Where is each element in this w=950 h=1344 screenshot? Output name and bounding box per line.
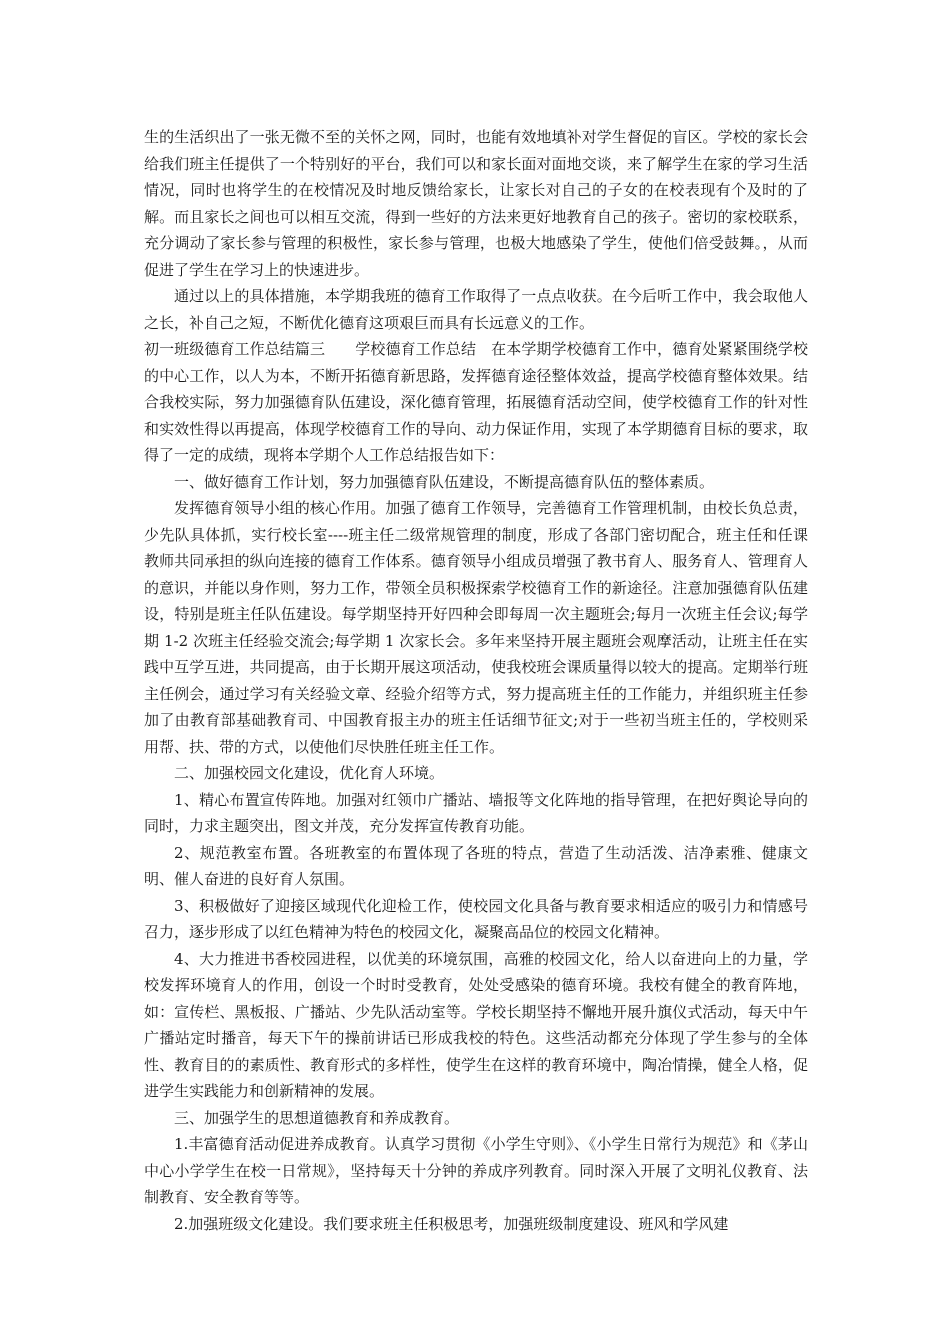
section-heading-paragraph: 初一班级德育工作总结篇三 学校德育工作总结 在本学期学校德育工作中，德育处紧紧围绕学校的中心工作，以人为本，不断开拓德育新思路，发挥德育途径整体效益，提高学校德育整体效果。结合我校实际，努力加强德育队伍建设，深化德育管理，拓展德育活动空间，使学校德育工作的针对性和实效性得以再提高，体现学校德育工作的导向、动力保证作用，实现了本学期德育目标的要求，取得了一定的成绩，现将本学期个人工作总结报告如下： [144,340,808,464]
list-item: 1、精心布置宣传阵地。加强对红领巾广播站、墙报等文化阵地的指导管理，在把好舆论导向的同时，力求主题突出，图文并茂，充分发挥宣传教育功能。 [144,790,808,835]
document-page [144,124,808,1237]
list-item: 1.丰富德育活动促进养成教育。认真学习贯彻《小学生守则》、《小学生日常行为规范》和《茅山中心小学学生在校一日常规》，坚持每天十分钟的养成序列教育。同时深入开展了文明礼仪教育、法制教育、安全教育等等。 [144,1135,808,1206]
list-item: 4、大力推进书香校园进程，以优美的环境氛围，高雅的校园文化，给人以奋进向上的力量，学校发挥环境育人的作用，创设一个时时受教育，处处受感染的德育环境。我校有健全的教育阵地，如：宣传栏、黑板报、广播站、少先队活动室等。学校长期坚持不懈地开展升旗仪式活动，每天中午广播站定时播音，每天下午的操前讲话已形成我校的特色。这些活动都充分体现了学生参与的全体性、教育目的的素质性、教育形式的多样性，使学生在这样的教育环境中，陶冶情操，健全人格，促进学生实践能力和创新精神的发展。 [144,949,808,1100]
heading-one: 一、做好德育工作计划，努力加强德育队伍建设，不断提高德育队伍的整体素质。 [174,472,715,491]
list-item: 2、规范教室布置。各班教室的布置体现了各班的特点，营造了生动活泼、洁净素雅、健康文明、催人奋进的良好育人氛围。 [144,843,808,888]
heading-three: 三、加强学生的思想道德教育和养成教育。 [174,1108,460,1127]
list-item: 3、积极做好了迎接区域现代化迎检工作，使校园文化具备与教育要求相适应的吸引力和情感号召力，逐步形成了以红色精神为特色的校园文化，凝聚高品位的校园文化精神。 [144,896,808,941]
paragraph: 生的生活织出了一张无微不至的关怀之网，同时，也能有效地填补对学生督促的盲区。学校的家长会给我们班主任提供了一个特别好的平台，我们可以和家长面对面地交谈，来了解学生在家的学习生活情况，同时也将学生的在校情况及时地反馈给家长，让家长对自己的子女的在校表现有个及时的了解。而且家长之间也可以相互交流，得到一些好的方法来更好地教育自己的孩子。密切的家校联系，充分调动了家长参与管理的积极性，家长参与管理，也极大地感染了学生，使他们倍受鼓舞。，从而促进了学生在学习上的快速进步。 [144,128,808,279]
heading-two: 二、加强校园文化建设，优化育人环境。 [174,764,445,782]
paragraph: 通过以上的具体措施，本学期我班的德育工作取得了一点点收获。在今后听工作中，我会取他人之长，补自己之短，不断优化德育这项艰巨而具有长远意义的工作。 [144,287,808,332]
list-item: 2.加强班级文化建设。我们要求班主任积极思考，加强班级制度建设、班风和学风建 [174,1214,729,1233]
paragraph: 发挥德育领导小组的核心作用。加强了德育工作领导，完善德育工作管理机制，由校长负总责，少先队具体抓，实行校长室----班主任二级常规管理的制度，形成了各部门密切配合，班主任和任课教师共同承担的纵向连接的德育工作体系。德育领导小组成员增强了教书育人、服务育人、管理育人的意识，并能以身作则，努力工作，带领全员积极探索学校德育工作的新途径。注意加强德育队伍建设，特别是班主任队伍建设。每学期坚持开好四种会即每周一次主题班会;每月一次班主任会议;每学期 1-2 次班主任经验交流会;每学期 1 次家长会。多年来坚持开展主题班会观摩活动，让班主任在实践中互学互进，共同提高，由于长期开展这项活动，使我校班会课质量得以较大的提高。定期举行班主任例会，通过学习有关经验文章、经验介绍等方式，努力提高班主任的工作能力，并组织班主任参加了由教育部基础教育司、中国教育报主办的班主任话细节征文;对于一些初当班主任的，学校则采用帮、扶、带的方式，以使他们尽快胜任班主任工作。 [144,499,808,756]
